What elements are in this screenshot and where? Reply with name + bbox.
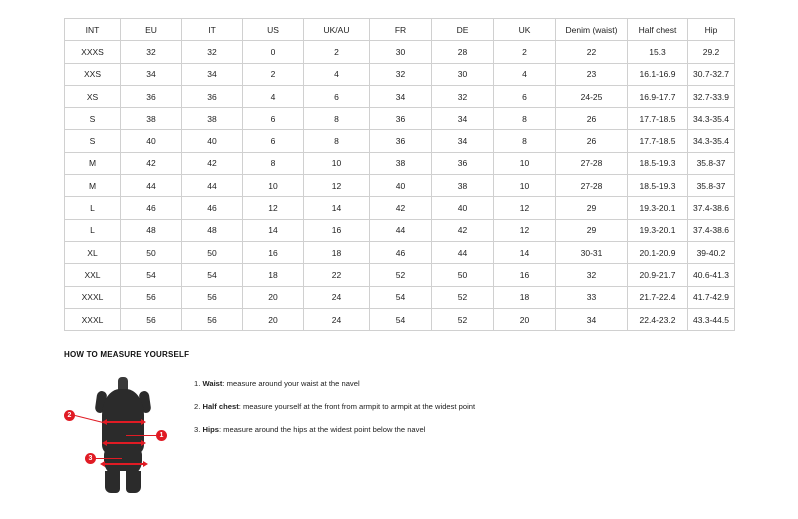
size-value-cell: 54 xyxy=(182,264,243,286)
size-label-cell: XXXL xyxy=(65,286,121,308)
table-row xyxy=(65,63,735,85)
size-value-cell: 34 xyxy=(432,130,494,152)
size-value-cell: 42 xyxy=(370,197,432,219)
size-value-cell: 42 xyxy=(432,219,494,241)
size-label-cell: M xyxy=(65,175,121,197)
size-value-cell: 34 xyxy=(370,85,432,107)
size-value-cell: 33 xyxy=(556,286,628,308)
size-value-cell: 4 xyxy=(304,63,370,85)
size-value-cell: 56 xyxy=(182,308,243,330)
table-row xyxy=(65,197,735,219)
measure-step-number: 2. xyxy=(194,402,201,412)
size-value-cell: 16 xyxy=(304,219,370,241)
size-value-cell: 40.6-41.3 xyxy=(688,264,735,286)
size-value-cell: 8 xyxy=(243,152,304,174)
marker-badge-1: 1 xyxy=(156,430,167,441)
table-row xyxy=(65,85,735,107)
size-value-cell: 24 xyxy=(304,286,370,308)
size-value-cell: 17.7-18.5 xyxy=(628,108,688,130)
size-value-cell: 48 xyxy=(182,219,243,241)
size-value-cell: 44 xyxy=(182,175,243,197)
table-row xyxy=(65,219,735,241)
column-header: Denim (waist) xyxy=(556,19,628,41)
size-label-cell: XL xyxy=(65,241,121,263)
size-chart-table-wrapper xyxy=(64,18,734,331)
column-header: UK xyxy=(494,19,556,41)
size-value-cell: 12 xyxy=(494,219,556,241)
measure-step-term: Hips xyxy=(202,425,219,435)
size-value-cell: 52 xyxy=(370,264,432,286)
size-chart-table xyxy=(64,18,735,331)
half-chest-measure-line xyxy=(106,421,142,423)
size-value-cell: 34.3-35.4 xyxy=(688,108,735,130)
size-value-cell: 23 xyxy=(556,63,628,85)
size-value-cell: 56 xyxy=(182,286,243,308)
column-header: IT xyxy=(182,19,243,41)
column-header: INT xyxy=(65,19,121,41)
size-value-cell: 18.5-19.3 xyxy=(628,152,688,174)
size-value-cell: 48 xyxy=(121,219,182,241)
size-value-cell: 28 xyxy=(432,41,494,63)
measure-steps-list xyxy=(194,369,475,448)
size-value-cell: 34 xyxy=(556,308,628,330)
size-value-cell: 17.7-18.5 xyxy=(628,130,688,152)
size-value-cell: 6 xyxy=(494,85,556,107)
size-value-cell: 16 xyxy=(243,241,304,263)
marker-badge-3: 3 xyxy=(85,453,96,464)
size-value-cell: 4 xyxy=(243,85,304,107)
size-value-cell: 29 xyxy=(556,219,628,241)
size-value-cell: 14 xyxy=(304,197,370,219)
table-row xyxy=(65,175,735,197)
size-value-cell: 22 xyxy=(304,264,370,286)
size-value-cell: 16.1-16.9 xyxy=(628,63,688,85)
size-value-cell: 42 xyxy=(121,152,182,174)
table-row xyxy=(65,308,735,330)
size-value-cell: 2 xyxy=(243,63,304,85)
size-value-cell: 32.7-33.9 xyxy=(688,85,735,107)
size-label-cell: L xyxy=(65,219,121,241)
table-row xyxy=(65,241,735,263)
size-value-cell: 26 xyxy=(556,108,628,130)
size-value-cell: 36 xyxy=(121,85,182,107)
size-label-cell: XXL xyxy=(65,264,121,286)
size-value-cell: 0 xyxy=(243,41,304,63)
size-value-cell: 52 xyxy=(432,308,494,330)
mannequin-leg-left xyxy=(105,471,120,493)
size-value-cell: 20.9-21.7 xyxy=(628,264,688,286)
size-value-cell: 15.3 xyxy=(628,41,688,63)
size-value-cell: 38 xyxy=(121,108,182,130)
size-value-cell: 37.4-38.6 xyxy=(688,197,735,219)
size-value-cell: 22.4-23.2 xyxy=(628,308,688,330)
size-value-cell: 46 xyxy=(370,241,432,263)
size-value-cell: 12 xyxy=(243,197,304,219)
size-value-cell: 36 xyxy=(370,130,432,152)
table-body xyxy=(65,41,735,331)
measure-step-number: 3. xyxy=(194,425,201,435)
size-value-cell: 21.7-22.4 xyxy=(628,286,688,308)
size-value-cell: 36 xyxy=(370,108,432,130)
size-label-cell: S xyxy=(65,108,121,130)
column-header: US xyxy=(243,19,304,41)
size-value-cell: 16.9-17.7 xyxy=(628,85,688,107)
size-value-cell: 50 xyxy=(121,241,182,263)
size-value-cell: 12 xyxy=(304,175,370,197)
size-value-cell: 29 xyxy=(556,197,628,219)
size-value-cell: 2 xyxy=(494,41,556,63)
how-to-measure-section xyxy=(64,350,764,494)
table-row xyxy=(65,152,735,174)
table-header-row xyxy=(65,19,735,41)
size-value-cell: 50 xyxy=(432,264,494,286)
mannequin-leg-right xyxy=(126,471,141,493)
size-value-cell: 38 xyxy=(182,108,243,130)
size-value-cell: 19.3-20.1 xyxy=(628,197,688,219)
size-value-cell: 4 xyxy=(494,63,556,85)
measure-step-term: Half chest xyxy=(202,402,239,412)
size-value-cell: 42 xyxy=(182,152,243,174)
size-value-cell: 19.3-20.1 xyxy=(628,219,688,241)
size-value-cell: 43.3-44.5 xyxy=(688,308,735,330)
size-value-cell: 44 xyxy=(370,219,432,241)
size-value-cell: 20 xyxy=(243,286,304,308)
size-value-cell: 8 xyxy=(304,130,370,152)
measure-step-number: 1. xyxy=(194,379,201,388)
size-value-cell: 6 xyxy=(243,130,304,152)
size-value-cell: 8 xyxy=(494,130,556,152)
size-value-cell: 37.4-38.6 xyxy=(688,219,735,241)
column-header: UK/AU xyxy=(304,19,370,41)
size-value-cell: 32 xyxy=(370,63,432,85)
column-header: DE xyxy=(432,19,494,41)
size-value-cell: 30 xyxy=(370,41,432,63)
size-value-cell: 27-28 xyxy=(556,175,628,197)
measure-step-text: : measure around the hips at the widest point below the navel xyxy=(218,425,426,435)
size-value-cell: 44 xyxy=(432,241,494,263)
size-value-cell: 18 xyxy=(494,286,556,308)
size-value-cell: 8 xyxy=(494,108,556,130)
column-header: EU xyxy=(121,19,182,41)
size-value-cell: 12 xyxy=(494,197,556,219)
size-value-cell: 16 xyxy=(494,264,556,286)
measure-step xyxy=(194,379,475,388)
size-label-cell: XXXS xyxy=(65,41,121,63)
size-value-cell: 32 xyxy=(182,41,243,63)
size-value-cell: 38 xyxy=(370,152,432,174)
size-value-cell: 41.7-42.9 xyxy=(688,286,735,308)
mannequin-figure xyxy=(92,375,154,493)
marker-leader-1 xyxy=(126,435,156,436)
size-value-cell: 24-25 xyxy=(556,85,628,107)
how-to-measure-title: HOW TO MEASURE YOURSELF xyxy=(64,350,190,359)
size-value-cell: 40 xyxy=(121,130,182,152)
size-value-cell: 35.8-37 xyxy=(688,175,735,197)
size-value-cell: 52 xyxy=(432,286,494,308)
size-value-cell: 32 xyxy=(432,85,494,107)
size-label-cell: XXS xyxy=(65,63,121,85)
size-value-cell: 18.5-19.3 xyxy=(628,175,688,197)
size-value-cell: 54 xyxy=(370,308,432,330)
size-value-cell: 10 xyxy=(494,175,556,197)
size-value-cell: 34 xyxy=(182,63,243,85)
measure-step-term: Waist xyxy=(202,379,223,388)
size-value-cell: 50 xyxy=(182,241,243,263)
size-value-cell: 56 xyxy=(121,286,182,308)
size-label-cell: XS xyxy=(65,85,121,107)
size-value-cell: 36 xyxy=(432,152,494,174)
size-value-cell: 27-28 xyxy=(556,152,628,174)
size-value-cell: 44 xyxy=(121,175,182,197)
size-label-cell: M xyxy=(65,152,121,174)
size-value-cell: 34 xyxy=(121,63,182,85)
size-value-cell: 34.3-35.4 xyxy=(688,130,735,152)
size-value-cell: 20 xyxy=(243,308,304,330)
size-value-cell: 32 xyxy=(121,41,182,63)
size-value-cell: 39-40.2 xyxy=(688,241,735,263)
size-value-cell: 30 xyxy=(432,63,494,85)
size-value-cell: 29.2 xyxy=(688,41,735,63)
size-value-cell: 20 xyxy=(494,308,556,330)
size-value-cell: 26 xyxy=(556,130,628,152)
table-row xyxy=(65,286,735,308)
table-row xyxy=(65,264,735,286)
size-value-cell: 24 xyxy=(304,308,370,330)
table-row xyxy=(65,108,735,130)
size-value-cell: 54 xyxy=(370,286,432,308)
size-label-cell: XXXL xyxy=(65,308,121,330)
size-value-cell: 10 xyxy=(494,152,556,174)
size-value-cell: 40 xyxy=(370,175,432,197)
size-value-cell: 40 xyxy=(182,130,243,152)
column-header: FR xyxy=(370,19,432,41)
size-value-cell: 6 xyxy=(304,85,370,107)
table-row xyxy=(65,130,735,152)
size-value-cell: 18 xyxy=(243,264,304,286)
size-value-cell: 30-31 xyxy=(556,241,628,263)
size-value-cell: 46 xyxy=(121,197,182,219)
hip-measure-line xyxy=(104,463,144,465)
size-value-cell: 14 xyxy=(494,241,556,263)
size-value-cell: 10 xyxy=(243,175,304,197)
size-value-cell: 38 xyxy=(432,175,494,197)
measure-step-text: : measure yourself at the front from armpit to armpit at the widest point xyxy=(238,402,476,412)
size-value-cell: 14 xyxy=(243,219,304,241)
measure-step xyxy=(194,402,475,411)
size-value-cell: 40 xyxy=(432,197,494,219)
waist-measure-line xyxy=(106,442,142,444)
size-value-cell: 46 xyxy=(182,197,243,219)
size-value-cell: 8 xyxy=(304,108,370,130)
mannequin-leg-gap xyxy=(120,471,126,493)
size-value-cell: 6 xyxy=(243,108,304,130)
measure-step xyxy=(194,425,475,434)
size-value-cell: 54 xyxy=(121,264,182,286)
size-value-cell: 18 xyxy=(304,241,370,263)
column-header: Hip xyxy=(688,19,735,41)
size-value-cell: 30.7-32.7 xyxy=(688,63,735,85)
size-value-cell: 22 xyxy=(556,41,628,63)
marker-leader-3 xyxy=(96,458,122,459)
size-value-cell: 35.8-37 xyxy=(688,152,735,174)
size-value-cell: 34 xyxy=(432,108,494,130)
size-value-cell: 56 xyxy=(121,308,182,330)
size-value-cell: 36 xyxy=(182,85,243,107)
size-label-cell: S xyxy=(65,130,121,152)
size-value-cell: 10 xyxy=(304,152,370,174)
table-row xyxy=(65,41,735,63)
marker-badge-2: 2 xyxy=(64,410,75,421)
mannequin-illustration xyxy=(64,369,184,494)
column-header: Half chest xyxy=(628,19,688,41)
measure-step-text: : measure around your waist at the navel xyxy=(222,379,360,388)
size-value-cell: 2 xyxy=(304,41,370,63)
size-label-cell: L xyxy=(65,197,121,219)
size-value-cell: 20.1-20.9 xyxy=(628,241,688,263)
size-value-cell: 32 xyxy=(556,264,628,286)
